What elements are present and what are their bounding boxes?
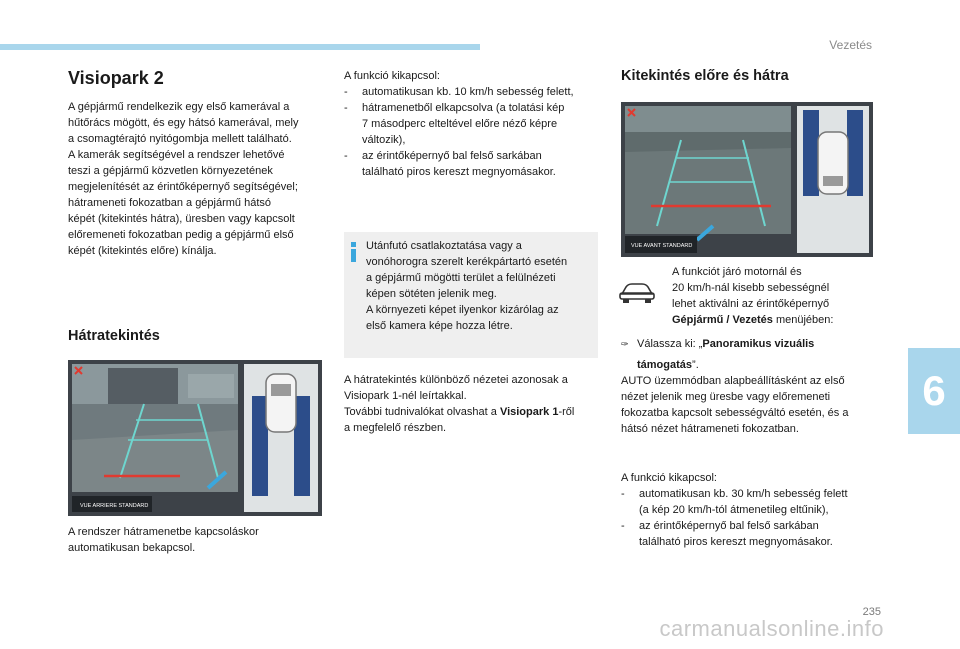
info-text: Utánfutó csatlakoztatása vagy a vonóhorogra szerelt kerékpártartó esetén a gépjármű mögötti terület a felülnézeti képen sötéten jelenik meg. A környezeti képet ilyenkor kizárólag az első kamera képe hozza létre.: [366, 240, 568, 332]
top-accent-bar: [0, 44, 480, 50]
list-item: - automatikusan kb. 30 km/h sebesség felett (a kép 20 km/h-tól átmenetileg eltűnik),: [621, 486, 879, 518]
car-icon: [616, 278, 658, 304]
deactivation-title: A funkció kikapcsol:: [344, 70, 440, 82]
list-item: - az érintőképernyő bal felső sarkában található piros kereszt megnyomásakor.: [621, 518, 879, 550]
rear-view-heading: Hátratekintés: [68, 328, 160, 344]
info-icon: [350, 242, 357, 262]
instruction-marker-icon: ✑: [621, 339, 629, 349]
watermark: carmanualsonline.info: [659, 616, 884, 641]
front-camera-image: [621, 102, 873, 257]
intro-paragraph: A gépjármű rendelkezik egy első kamerával a hűtőrács mögött, és egy hátsó kamerával, mely a csomagtérajtó nyitógombja mellett található. A kamerák segítségével a rendszer lehetővé teszi a gépjármű közvetlen környezetének megjelenítését az érintőképernyő segítségével; hátrameneti fokozatban a gépjármű hátsó képét (kitekintés hátra), üresben vagy kapcsolt előremeneti fokozatban pedig a gépjármű első képét (kitekintés előre) kínálja.: [68, 101, 299, 257]
page-title: Visiopark 2: [68, 68, 164, 88]
menu-path: Gépjármű / Vezetés: [672, 314, 773, 326]
chapter-tab: 6: [908, 348, 960, 434]
auto-mode-paragraph: támogatás”. AUTO üzemmódban alapbeállításként az első nézet jelenik meg üresbe vagy előremeneti fokozatba kapcsolt sebességváltó esetén, és a hátsó nézet hátrameneti fokozatban.: [621, 359, 849, 435]
section-header: Vezetés: [829, 38, 872, 52]
page-number: 235: [862, 606, 881, 618]
front-rear-heading: Kitekintés előre és hátra: [621, 68, 789, 84]
rear-view-label: VUE ARRIERE STANDARD: [80, 503, 149, 509]
list-item: - automatikusan kb. 10 km/h sebesség felett,: [344, 84, 602, 100]
deactivation-block-2: [621, 470, 879, 550]
list-item: - az érintőképernyő bal felső sarkában található piros kereszt megnyomásakor.: [344, 148, 602, 180]
rear-caption: A rendszer hátramenetbe kapcsoláskor automatikusan bekapcsol.: [68, 526, 259, 554]
info-box: [344, 232, 598, 358]
views-paragraph: A hátratekintés különböző nézetei azonosak a Visiopark 1-nél leírtakkal. További tudnivalókat olvashat a Visiopark 1-ről a megfelelő részben.: [344, 374, 575, 434]
rear-camera-image: [68, 360, 322, 516]
deactivation-block: [344, 68, 602, 180]
deactivation-title-2: A funkció kikapcsol:: [621, 472, 717, 484]
select-instruction: ✑ Válassza ki: „Panoramikus vizuális: [621, 338, 815, 350]
activation-note: A funkciót járó motornál és 20 km/h-nál kisebb sebességnél lehet aktiválni az érintőképernyő Gépjármű / Vezetés menüjében:: [672, 266, 834, 326]
visiopark-1-reference: Visiopark 1: [499, 406, 559, 418]
list-item: - hátramenetből elkapcsolva (a tolatási kép 7 másodperc elteltével előre néző képre változik),: [344, 100, 602, 148]
front-view-label: VUE AVANT STANDARD: [631, 243, 693, 249]
